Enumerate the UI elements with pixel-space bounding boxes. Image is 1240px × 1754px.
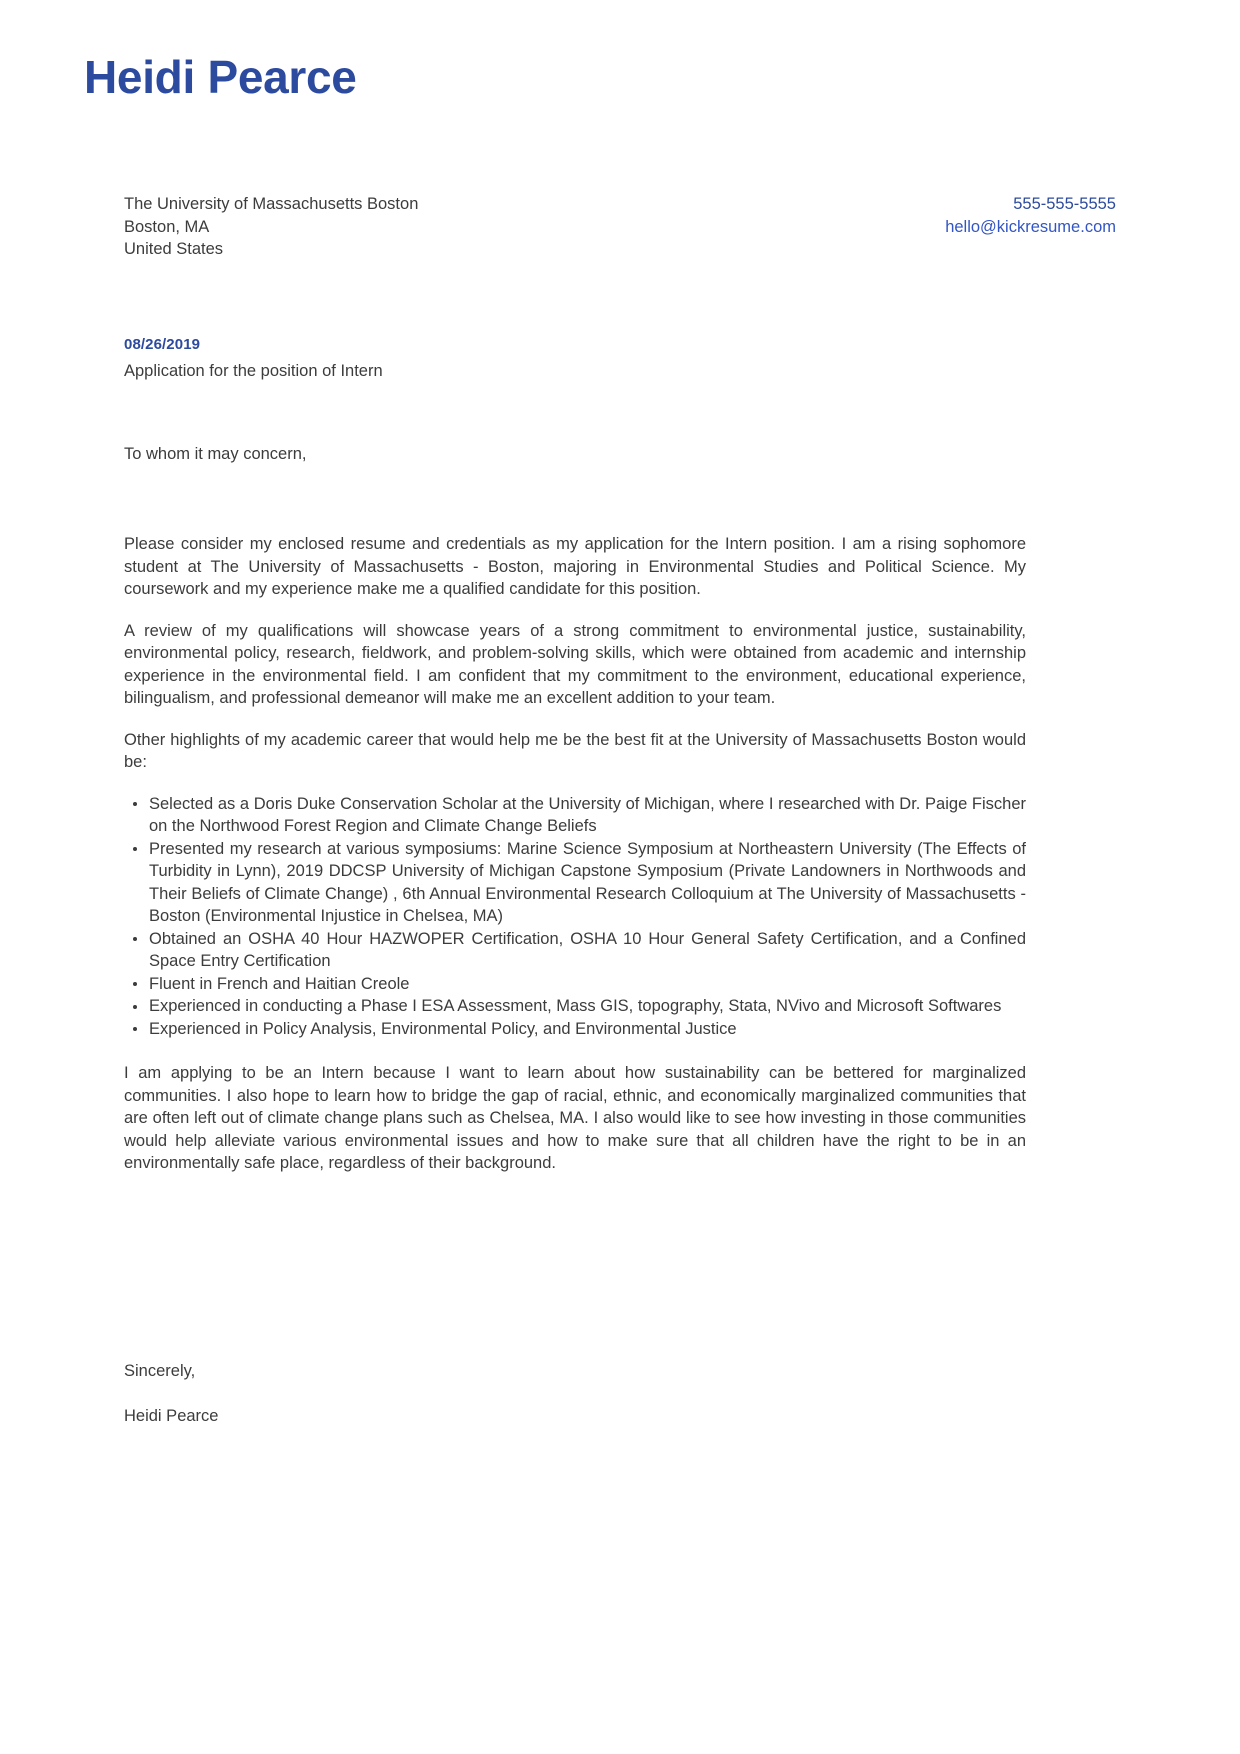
list-item: Fluent in French and Haitian Creole — [124, 973, 1026, 996]
highlights-list — [124, 793, 1026, 1041]
list-item: Presented my research at various symposiums: Marine Science Symposium at Northeastern University (The Effects of Turbidity in Lynn), 2019 DDCSP University of Michigan Capstone Symposium (Private Landowners in Northwoods and Their Beliefs of Climate Change) , 6th Annual Environmental Research Colloquium at The University of Massachusetts - Boston (Environmental Injustice in Chelsea, MA) — [124, 838, 1026, 928]
recipient-address — [124, 193, 418, 261]
sender-contact-details — [945, 193, 1116, 238]
letter-body — [124, 533, 1026, 1175]
list-item: Experienced in Policy Analysis, Environmental Policy, and Environmental Justice — [124, 1018, 1026, 1041]
letter-subject: Application for the position of Intern — [124, 362, 383, 380]
recipient-line-organization: The University of Massachusetts Boston — [124, 195, 419, 213]
recipient-line-city: Boston, MA — [124, 217, 210, 236]
body-paragraph-4: I am applying to be an Intern because I want to learn about how sustainability can be bettered for marginalized communities. I also hope to learn how to bridge the gap of racial, ethnic, and economically marginalized communities that are often left out of climate change plans such as Chelsea, MA. I also would like to see how investing in those communities would help alleviate various environmental issues and how to make sure that all children have the right to be in an environmentally safe place, regardless of their background. — [124, 1064, 1026, 1172]
contact-phone[interactable]: 555-555-5555 — [1013, 195, 1116, 213]
letter-date-block — [124, 335, 383, 383]
body-paragraph-1: Please consider my enclosed resume and credentials as my application for the Intern position. I am a rising sophomore student at The University of Massachusetts - Boston, majoring in Environmental Studies and Political Science. My coursework and my experience make me a qualified candidate for this position. — [124, 535, 1026, 598]
body-paragraph-3: Other highlights of my academic career that would help me be the best fit at the University of Massachusetts Boston would be: — [124, 730, 1026, 771]
letter-date: 08/26/2019 — [124, 336, 201, 353]
body-paragraph-2: A review of my qualifications will showcase years of a strong commitment to environmental justice, sustainability, environmental policy, research, fieldwork, and problem-solving skills, which were obtained from academic and internship experience in the environmental field. I am confident that my commitment to the environment, educational experience, bilingualism, and professional demeanor will make me an excellent addition to your team. — [124, 621, 1026, 707]
page-title: Heidi Pearce — [84, 51, 357, 103]
letter-salutation: To whom it may concern, — [124, 445, 307, 463]
letter-meta-row — [124, 193, 1116, 261]
list-item: Obtained an OSHA 40 Hour HAZWOPER Certification, OSHA 10 Hour General Safety Certification, and a Confined Space Entry Certification — [124, 928, 1026, 973]
sign-off: Sincerely, — [124, 1362, 196, 1380]
contact-email[interactable]: hello@kickresume.com — [945, 217, 1116, 236]
recipient-line-country: United States — [124, 240, 224, 258]
signature-block — [124, 1360, 218, 1427]
list-item: Selected as a Doris Duke Conservation Scholar at the University of Michigan, where I researched with Dr. Paige Fischer on the Northwood Forest Region and Climate Change Beliefs — [124, 793, 1026, 838]
list-item: Experienced in conducting a Phase I ESA Assessment, Mass GIS, topography, Stata, NVivo and Microsoft Softwares — [124, 995, 1026, 1018]
signer-name: Heidi Pearce — [124, 1406, 219, 1425]
